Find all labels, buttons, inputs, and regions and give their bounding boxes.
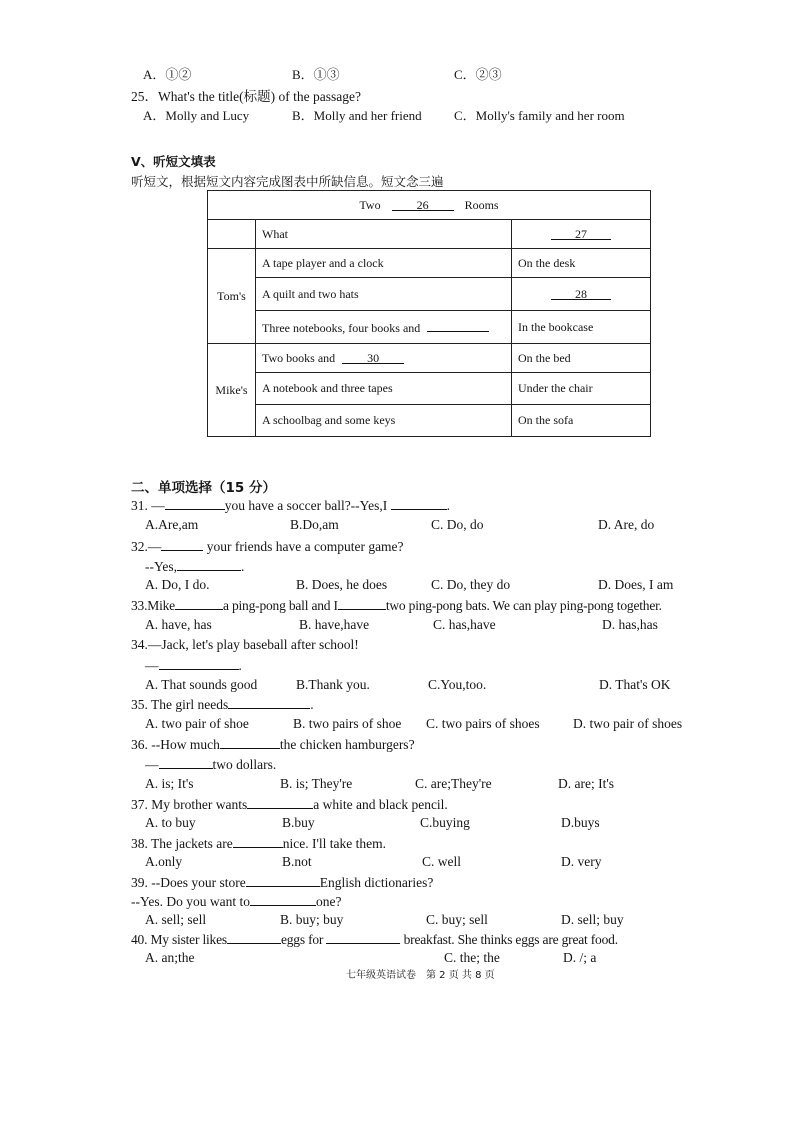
page-footer: 七年级英语试卷 第 2 页 共 8 页 [346,970,495,981]
q34-option-d: D. That's OK [599,677,671,692]
q34-option-c: C.You,too. [428,677,487,692]
q31-stem: 31. — you have a soccer ball?--Yes,I . [131,498,450,513]
q39-blank-1[interactable] [246,874,320,887]
q35-stem: 35. The girl needs . [131,697,314,712]
mike-item-2: A notebook and three tapes [256,373,512,405]
tom-item-3: Three notebooks, four books and [256,311,512,344]
prev-option-c: C．②③ [454,67,502,82]
q37-option-d: D.buys [561,815,600,830]
q40-option-d: D. /; a [563,950,597,965]
mike-place-2: Under the chair [512,373,651,405]
q32-option-b: B. Does, he does [296,577,388,592]
q32-stem: 32.— your friends have a computer game? [131,539,404,554]
q39-blank-2[interactable] [250,893,316,906]
q40-stem: 40. My sister likes eggs for breakfast. She thinks eggs are great food. [131,932,618,947]
q25-stem: 25．What's the title(标题) of the passage? [131,89,361,104]
q35-option-c: C. two pairs of shoes [426,716,540,731]
q32-line-2: --Yes, . [145,559,245,574]
q36-line-2: — two dollars. [145,757,277,772]
q33-blank-2[interactable] [338,597,386,610]
q33-blank-1[interactable] [175,597,223,610]
q34-line-2: — . [145,658,242,673]
q35-blank[interactable] [228,696,310,709]
q33-option-d: D. has,has [602,617,658,632]
table-corner-cell [208,220,256,249]
q34-option-a: A. That sounds good [145,677,258,692]
q40-option-c: C. the; the [444,950,500,965]
q36-blank-1[interactable] [220,736,280,749]
q36-option-c: C. are;They're [415,776,492,791]
listening-table [207,190,651,437]
table-title: Two 26 Rooms [208,191,651,220]
q34-option-b: B.Thank you. [296,677,370,692]
q36-option-d: D. are; It's [558,776,615,791]
q33-stem: 33.Mike a ping-pong ball and I two ping-pong bats. We can play ping-pong together. [131,598,662,613]
mike-item-1: Two books and 30 [256,344,512,373]
q31-option-c: C. Do, do [431,517,484,532]
q31-blank-1[interactable] [165,497,225,510]
q36-option-b: B. is; They're [280,776,353,791]
tom-place-2 [512,278,651,311]
tom-place-3: In the bookcase [512,311,651,344]
q37-option-b: B.buy [282,815,315,830]
mike-place-1: On the bed [512,344,651,373]
q34-blank[interactable] [159,657,239,670]
blank-26[interactable]: 26 [392,198,454,211]
q37-option-a: A. to buy [145,815,196,830]
blank-30[interactable]: 30 [342,351,404,364]
q39-line-2: --Yes. Do you want to one? [131,894,342,909]
q38-blank[interactable] [233,835,283,848]
q38-option-b: B.not [282,854,312,869]
q35-option-d: D. two pair of shoes [573,716,683,731]
prev-option-b: B．①③ [292,67,340,82]
q25-option-c: C．Molly's family and her room [454,108,625,123]
q37-blank[interactable] [247,796,313,809]
q31-blank-2[interactable] [391,497,447,510]
q39-option-a: A. sell; sell [145,912,207,927]
q37-stem: 37. My brother wants a white and black pencil. [131,797,448,812]
q32-option-d: D. Does, I am [598,577,674,592]
tom-label: Tom's [208,249,256,344]
section-5-heading: V、听短文填表 [131,154,216,169]
q35-option-b: B. two pairs of shoe [293,716,402,731]
q32-blank-2[interactable] [177,558,241,571]
q38-option-c: C. well [422,854,461,869]
q38-option-d: D. very [561,854,602,869]
blank-29[interactable] [427,319,489,332]
q32-option-a: A. Do, I do. [145,577,210,592]
mike-place-3: On the sofa [512,405,651,437]
q37-option-c: C.buying [420,815,470,830]
q25-option-b: B．Molly and her friend [292,108,422,123]
q33-option-a: A. have, has [145,617,212,632]
section-2-heading: 二、单项选择（15 分） [131,480,276,496]
q39-stem: 39. --Does your store English dictionaries? [131,875,434,890]
q39-option-d: D. sell; buy [561,912,624,927]
q36-blank-2[interactable] [159,756,213,769]
q32-blank-1[interactable] [161,538,203,551]
header-what: What [256,220,512,249]
blank-28[interactable]: 28 [551,287,611,300]
q31-option-d: D. Are, do [598,517,655,532]
mike-item-3: A schoolbag and some keys [256,405,512,437]
q32-option-c: C. Do, they do [431,577,511,592]
q40-blank-1[interactable] [227,931,281,944]
q40-option-a: A. an;the [145,950,195,965]
q34-stem: 34.—Jack, let's play baseball after school! [131,637,359,652]
q38-stem: 38. The jackets are nice. I'll take them. [131,836,386,851]
mike-label: Mike's [208,344,256,437]
tom-item-1: A tape player and a clock [256,249,512,278]
q39-option-b: B. buy; buy [280,912,344,927]
q38-option-a: A.only [145,854,183,869]
prev-option-a: A．①② [143,67,192,82]
header-where [512,220,651,249]
q33-option-b: B. have,have [299,617,370,632]
q36-option-a: A. is; It's [145,776,194,791]
q36-stem: 36. --How much the chicken hamburgers? [131,737,415,752]
q40-blank-2[interactable] [326,931,400,944]
q35-option-a: A. two pair of shoe [145,716,249,731]
q31-option-b: B.Do,am [290,517,339,532]
section-5-instruction: 听短文，根据短文内容完成图表中所缺信息。短文念三遍 [131,174,444,189]
blank-27[interactable]: 27 [551,227,611,240]
q25-option-a: A．Molly and Lucy [143,108,250,123]
tom-place-1: On the desk [512,249,651,278]
q31-option-a: A.Are,am [145,517,199,532]
q33-option-c: C. has,have [433,617,496,632]
tom-item-2: A quilt and two hats [256,278,512,311]
q39-option-c: C. buy; sell [426,912,488,927]
